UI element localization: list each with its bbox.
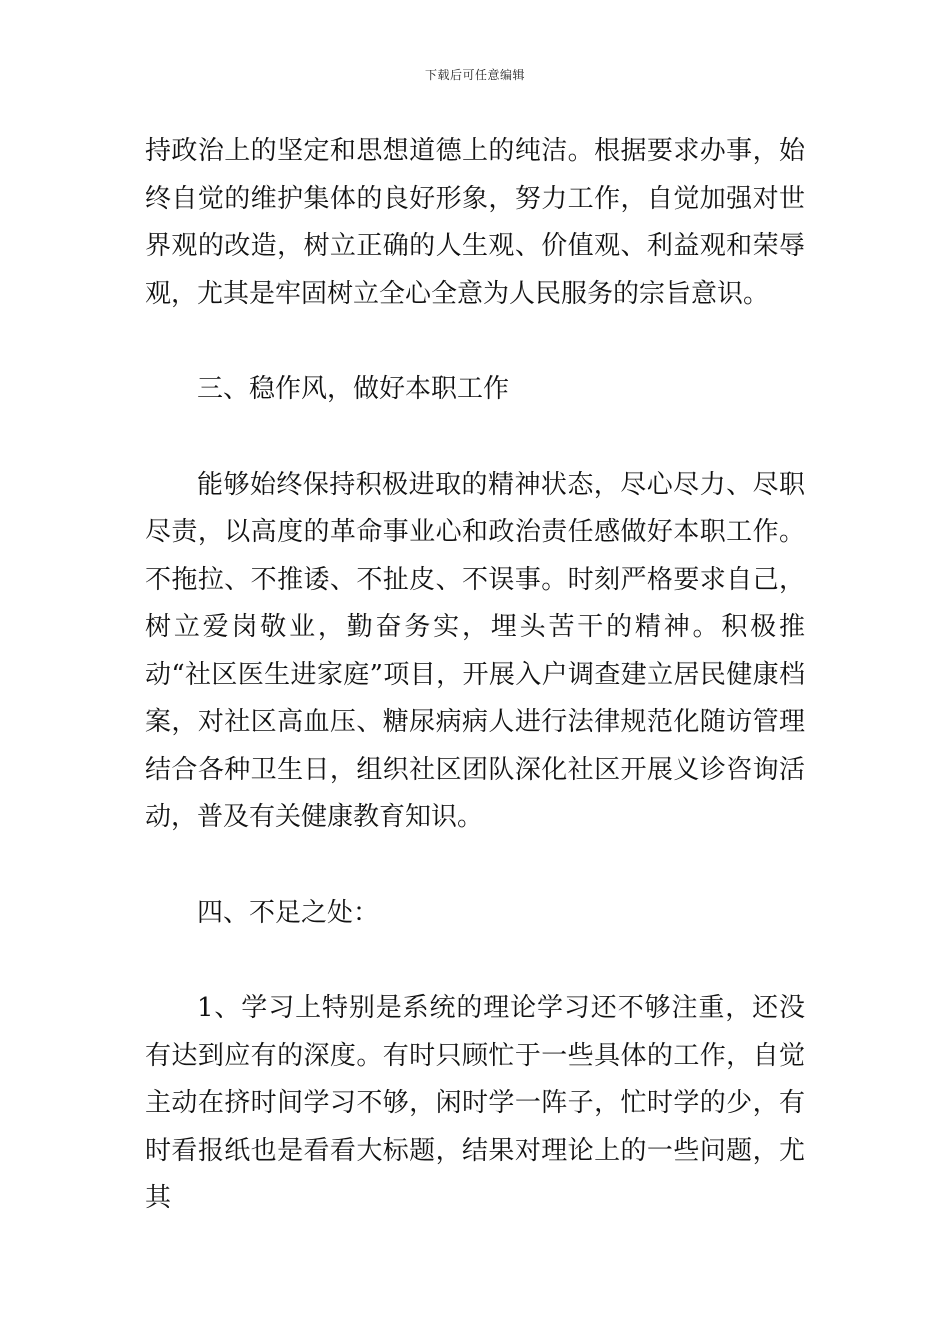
section-heading-four: 四、不足之处： xyxy=(197,897,380,928)
page-header: 下载后可任意编辑 xyxy=(424,68,525,82)
paragraph-work-style: 能够始终保持积极进取的精神状态，尽心尽力、尽职尽责，以高度的革命事业心和政治责任感做好本职工作。不拖拉、不推诿、不扯皮、不误事。时刻严格要求自己，树立爱岗敬业，勤奋务实，埋头苦干的精神。积极推动“社区医生进家庭”项目，开展入户调查建立居民健康档案，对社区高血压、糖尿病病人进行法律规范化随访管理结合各种卫生日，组织社区团队深化社区开展义诊咨询活动，普及有关健康教育知识。 xyxy=(145,469,805,832)
paragraph-spacer xyxy=(145,937,805,985)
paragraph-spacer xyxy=(145,414,805,462)
paragraph-spacer xyxy=(145,842,805,890)
paragraph-shortcoming-one: 1、学习上特别是系统的理论学习还不够注重，还没有达到应有的深度。有时只顾忙于一些具体的工作，自觉主动在挤时间学习不够，闲时学一阵子，忙时学的少，有时看报纸也是看看大标题，结果对理论上的一些问题，尤其 xyxy=(145,993,805,1213)
section-heading-three: 三、稳作风，做好本职工作 xyxy=(197,374,510,404)
paragraph-spacer xyxy=(145,318,805,366)
document-body xyxy=(145,128,805,1223)
paragraph-continuation: 持政治上的坚定和思想道德上的纯洁。根据要求办事，始终自觉的维护集体的良好形象，努力工作，自觉加强对世界观的改造，树立正确的人生观、价值观、利益观和荣辱观，尤其是牢固树立全心全意为人民服务的宗旨意识。 xyxy=(145,136,805,309)
